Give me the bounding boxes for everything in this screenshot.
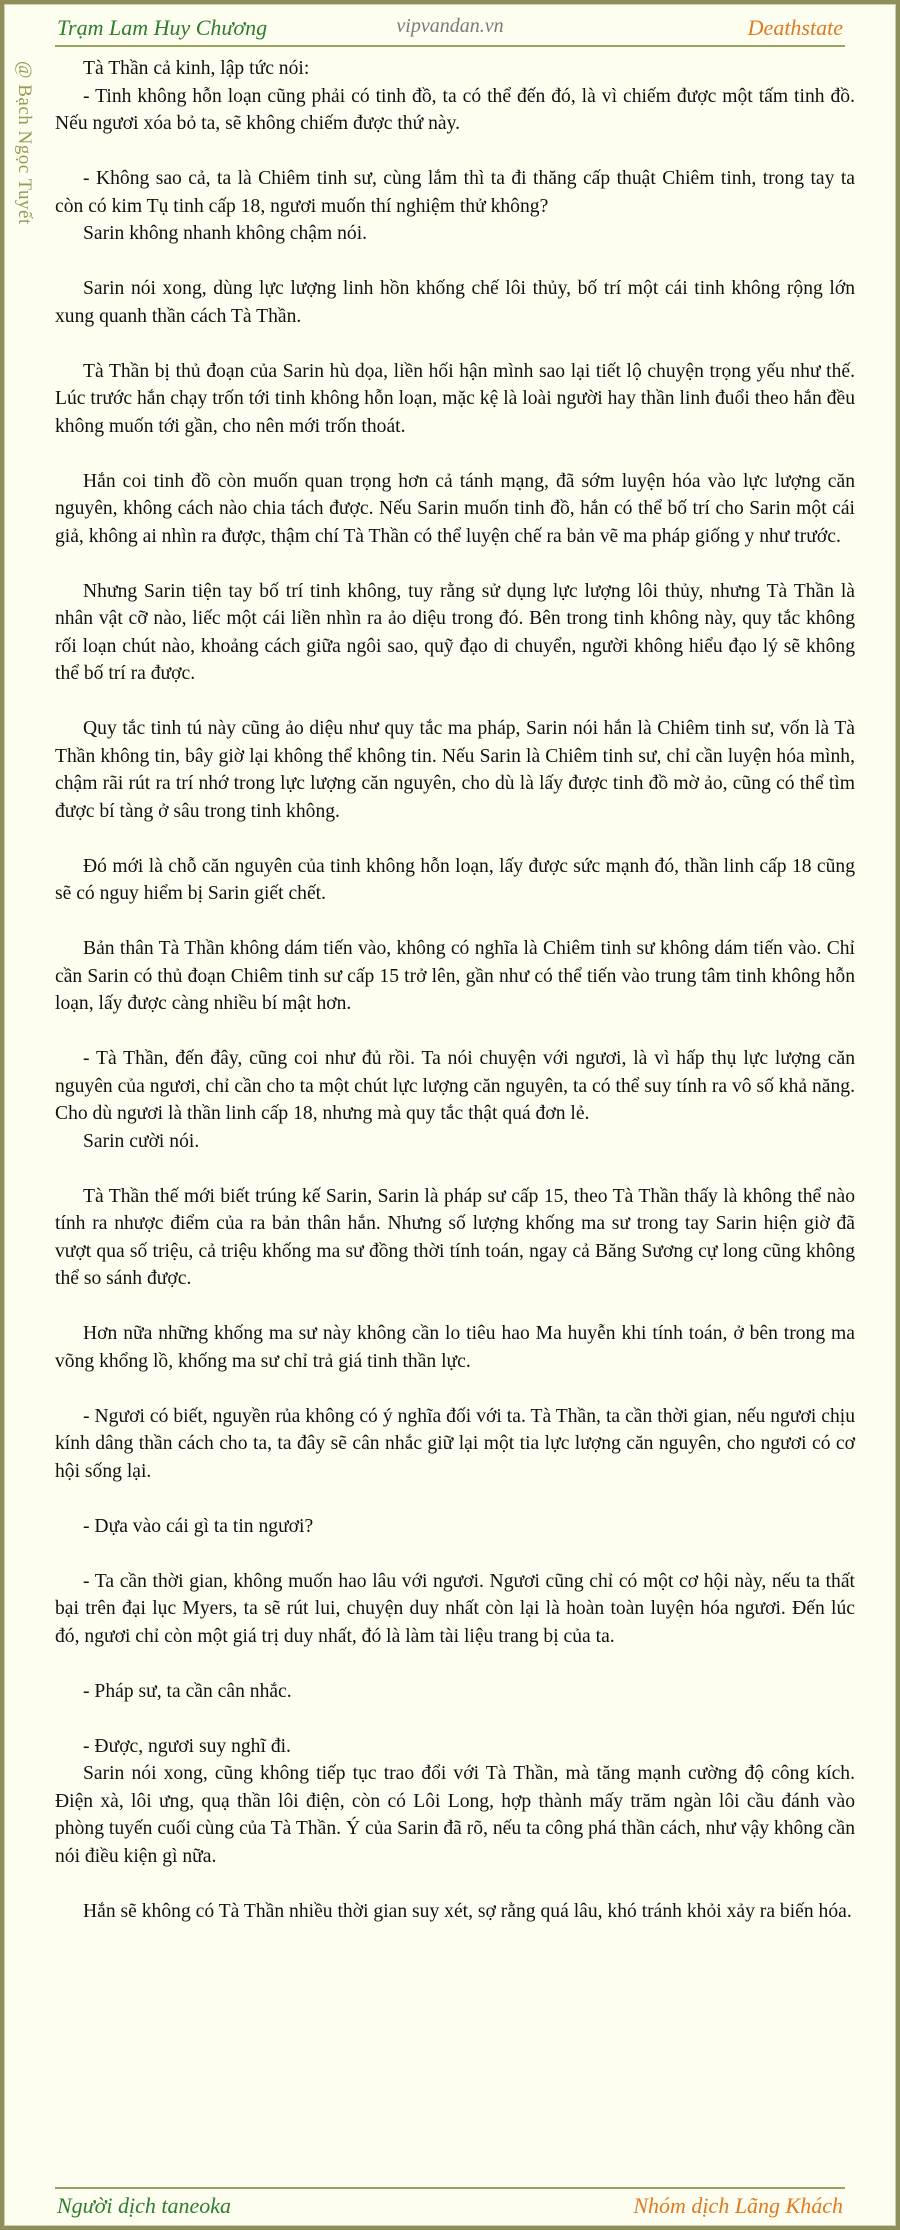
header-site-name: Trạm Lam Huy Chương — [57, 15, 268, 40]
paragraph: - Được, ngươi suy nghĩ đi. — [83, 1735, 291, 1757]
side-credit: @ Bạch Ngọc Tuyết — [14, 61, 35, 225]
paragraph: - Dựa vào cái gì ta tin ngươi? — [83, 1515, 314, 1537]
paragraph: Tà Thần thế mới biết trúng kế Sarin, Sarin là pháp sư cấp 15, theo Tà Thần thấy là không thể nào tính ra nhược điểm của ra bản thân hắn. Nhưng số lượng khống ma sư trong tay Sarin hiện giờ đã vượt qua số triệu, cả triệu khống ma sư đồng thời tính toán, ngay cả Băng Sương cự long cũng không thể so sánh được. — [55, 1185, 855, 1289]
paragraph: - Ta cần thời gian, không muốn hao lâu với ngươi. Ngươi cũng chỉ có một cơ hội này, nếu ta thất bại trên đại lục Myers, ta sẽ rút lui, chuyện duy nhất còn lại là hoàn toàn luyện hóa ngươi. Đến lúc đó, ngươi chỉ còn một giá trị duy nhất, đó là làm tài liệu trang bị của ta. — [55, 1570, 855, 1647]
footer-group: Nhóm dịch Lãng Khách — [633, 2193, 843, 2218]
paragraph: Đó mới là chỗ căn nguyên của tinh không hỗn loạn, lấy được sức mạnh đó, thần linh cấp 18 cũng sẽ có nguy hiểm bị Sarin giết chết. — [55, 855, 855, 904]
paragraph: - Ngươi có biết, nguyền rủa không có ý nghĩa đối với ta. Tà Thần, ta cần thời gian, nếu ngươi chịu kính dâng thần cách cho ta, ta đây sẽ cân nhắc giữ lại một tia lực lượng căn nguyên, cho ngươi có cơ hội sống lại. — [55, 1405, 855, 1482]
paragraph: - Không sao cả, ta là Chiêm tinh sư, cùng lắm thì ta đi thăng cấp thuật Chiêm tinh, trong tay ta còn có kim Tụ tinh cấp 18, ngươi muốn thí nghiệm thử không? — [55, 168, 855, 217]
paragraph: Tà Thần cả kinh, lập tức nói: — [83, 58, 310, 79]
paragraph: Hắn sẽ không có Tà Thần nhiều thời gian suy xét, sợ rằng quá lâu, khó tránh khỏi xảy ra biến hóa. — [83, 1900, 852, 1922]
paragraph: - Pháp sư, ta cần cân nhắc. — [83, 1680, 292, 1702]
header-url: vipvandan.vn — [396, 15, 504, 37]
paragraph: - Tà Thần, đến đây, cũng coi như đủ rồi. Ta nói chuyện với ngươi, là vì hấp thụ lực lượng căn nguyên của ngươi, chỉ cần cho ta một chút lực lượng căn nguyên, ta có thể suy tính ra vô số khả năng. Cho dù ngươi là thần linh cấp 18, nhưng mà quy tắc thật quá đơn lẻ. — [55, 1048, 855, 1124]
footer-translator: Người dịch taneoka — [57, 2193, 232, 2218]
header-author: Deathstate — [747, 15, 843, 40]
page — [4, 4, 896, 2226]
paragraph: Tà Thần bị thủ đoạn của Sarin hù dọa, liền hối hận mình sao lại tiết lộ chuyện trọng yếu như thế. Lúc trước hắn chạy trốn tới tinh không hỗn loạn, mặc kệ là loài người hay thần linh đuổi theo hắn đều không muốn tới gần, cho nên mới trốn thoát. — [55, 360, 855, 437]
page-header — [55, 11, 845, 47]
paragraph: Bản thân Tà Thần không dám tiến vào, không có nghĩa là Chiêm tinh sư không dám tiến vào. Chỉ cần Sarin có thủ đoạn Chiêm tinh sư cấp 15 trở lên, gần như có thể tiến vào trung tâm tinh không hỗn loạn, lấy được càng nhiều bí mật hơn. — [55, 938, 855, 1014]
paragraph: Quy tắc tinh tú này cũng ảo diệu như quy tắc ma pháp, Sarin nói hắn là Chiêm tinh sư, vốn là Tà Thần không tin, bây giờ lại không thể không tin. Nếu Sarin là Chiêm tinh sư, chỉ cần luyện hóa mình, chậm rãi rút ra trí nhớ trong lực lượng căn nguyên, cho dù là lấy được tinh đồ mờ ảo, cũng có thể tìm được bí tàng ở sâu trong tinh không. — [55, 718, 855, 822]
page-footer — [55, 2187, 845, 2219]
paragraph: Sarin nói xong, dùng lực lượng linh hồn khống chế lôi thủy, bố trí một cái tinh không rộng lớn xung quanh thần cách Tà Thần. — [55, 278, 855, 327]
paragraph: Hơn nữa những khống ma sư này không cần lo tiêu hao Ma huyễn khi tính toán, ở bên trong ma võng khổng lồ, khống ma sư chỉ trả giá tinh thần lực. — [55, 1323, 855, 1372]
paragraph: Sarin cười nói. — [83, 1130, 200, 1152]
paragraph: Hắn coi tinh đồ còn muốn quan trọng hơn cả tánh mạng, đã sớm luyện hóa vào lực lượng căn nguyên, không cách nào chia tách được. Nếu Sarin muốn tinh đồ, hắn có thể bố trí cho Sarin một cái giả, không ai nhìn ra được, thậm chí Tà Thần có thể luyện chế ra bản vẽ ma pháp giống y như trước. — [55, 470, 855, 547]
paragraph: Sarin không nhanh không chậm nói. — [83, 223, 368, 244]
paragraph: Nhưng Sarin tiện tay bố trí tinh không, tuy rằng sử dụng lực lượng lôi thủy, nhưng Tà Thần là nhân vật cỡ nào, liếc một cái liền nhìn ra ảo diệu trong đó. Bên trong tinh không này, quy tắc không rối loạn chút nào, khoảng cách giữa ngôi sao, quỹ đạo di chuyển, người không hiểu đạo lý sẽ không thể bố trí ra được. — [55, 580, 855, 684]
story-body — [55, 55, 855, 1953]
paragraph: Sarin nói xong, cũng không tiếp tục trao đổi với Tà Thần, mà tăng mạnh cường độ công kích. Điện xà, lôi ưng, quạ thần lôi điện, còn có Lôi Long, hợp thành mấy trăm ngàn lôi cầu đánh vào phòng tuyến cuối cùng của Tà Thần. Ý của Sarin đã rõ, nếu ta công phá thần cách, như vậy không cần nói điều kiện gì nữa. — [55, 1763, 855, 1867]
paragraph: - Tinh không hỗn loạn cũng phải có tinh đồ, ta có thể đến đó, là vì chiếm được một tấm tinh đồ. Nếu ngươi xóa bỏ ta, sẽ không chiếm được thứ này. — [55, 85, 855, 134]
